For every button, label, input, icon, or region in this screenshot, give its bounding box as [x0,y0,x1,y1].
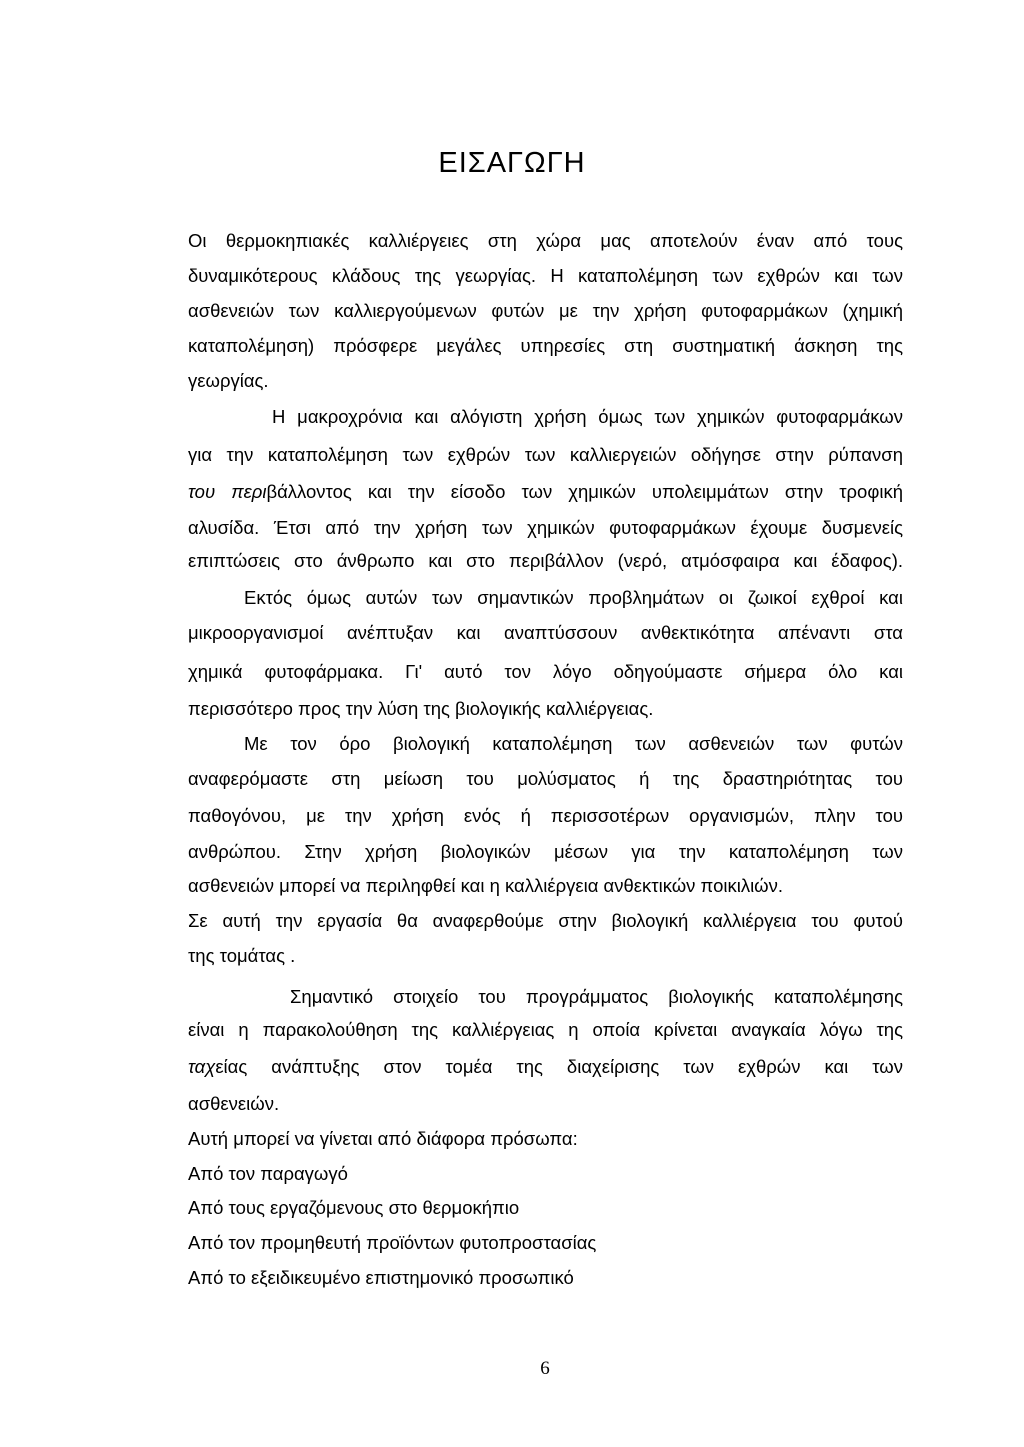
list-item: Από το εξειδικευμένο επιστημονικό προσωπικό [188,1267,574,1288]
list-item: Από τον παραγωγό [188,1163,348,1184]
italic-fragment: του περι [188,481,267,502]
text-line: Η μακροχρόνια και αλόγιστη χρήση όμως των χημικών φυτοφαρμάκων [272,406,903,427]
page-number: 6 [540,1358,550,1379]
text-line: Εκτός όμως αυτών των σημαντικών προβλημάτων οι ζωικοί εχθροί και [244,587,903,608]
text-line: για την καταπολέμηση των εχθρών των καλλιεργειών οδήγησε στην ρύπανση [188,444,903,465]
text-fragment: βάλλοντος και την είσοδο των χημικών υπολειμμάτων στην τροφική [266,481,903,502]
text-line: ασθενειών. [188,1093,280,1114]
text-line: είναι η παρακολούθηση της καλλιέργειας η οποία κρίνεται αναγκαία λόγω της [188,1019,903,1040]
text-line: ανθρώπου. Στην χρήση βιολογικών μέσων για την καταπολέμηση των [188,841,903,862]
text-line: γεωργίας. [188,370,269,391]
text-line: της τομάτας . [188,945,296,966]
text-line: περισσότερο προς την λύση της βιολογικής καλλιέργειας. [188,698,654,719]
text-line: μικροοργανισμοί ανέπτυξαν και αναπτύσσουν ανθεκτικότητα απέναντι στα [188,622,903,643]
text-line [188,1055,903,1079]
text-line: χημικά φυτοφάρμακα. Γι' αυτό τον λόγο οδηγούμαστε σήμερα όλο και [188,661,903,682]
text-line: καταπολέμηση) πρόσφερε μεγάλες υπηρεσίες στη συστηματική άσκηση της [188,335,903,356]
page-title: ΕΙΣΑΓΩΓΗ [438,147,586,179]
text-line [188,480,903,504]
text-line: ασθενειών μπορεί να περιληφθεί και η καλλιέργεια ανθεκτικών ποικιλιών. [188,875,784,896]
text-line: Αυτή μπορεί να γίνεται από διάφορα πρόσωπα: [188,1128,578,1149]
text-line: Με τον όρο βιολογική καταπολέμηση των ασθενειών των φυτών [244,733,903,754]
text-line: Σε αυτή την εργασία θα αναφερθούμε στην βιολογική καλλιέργεια του φυτού [188,910,903,931]
italic-fragment: ταχ [188,1056,216,1077]
text-line: αναφερόμαστε στη μείωση του μολύσματος ή της δραστηριότητας του [188,768,903,789]
list-item: Από τον προμηθευτή προϊόντων φυτοπροστασίας [188,1232,597,1253]
text-line: Σημαντικό στοιχείο του προγράμματος βιολογικής καταπολέμησης [290,986,903,1007]
text-line: παθογόνου, με την χρήση ενός ή περισσοτέρων οργανισμών, πλην του [188,805,903,826]
list-item: Από τους εργαζόμενους στο θερμοκήπιο [188,1197,520,1218]
text-line: δυναμικότερους κλάδους της γεωργίας. Η καταπολέμηση των εχθρών και των [188,265,903,286]
text-line: ασθενειών των καλλιεργούμενων φυτών με την χρήση φυτοφαρμάκων (χημική [188,300,903,321]
text-line: αλυσίδα. Έτσι από την χρήση των χημικών φυτοφαρμάκων έχουμε δυσμενείς [188,517,903,538]
text-line: επιπτώσεις στο άνθρωπο και στο περιβάλλον (νερό, ατμόσφαιρα και έδαφος). [188,550,903,571]
text-fragment: είας ανάπτυξης στον τομέα της διαχείρισης των εχθρών και των [215,1056,903,1077]
text-line: Οι θερμοκηπιακές καλλιέργειες στη χώρα μας αποτελούν έναν από τους [188,230,903,251]
